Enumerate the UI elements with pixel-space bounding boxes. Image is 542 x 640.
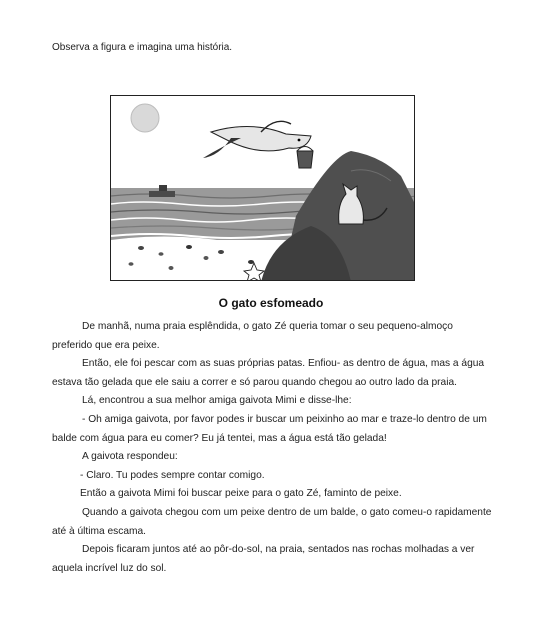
- story-body: [52, 318, 492, 578]
- paragraph: Então, ele foi pescar com as suas próprias patas. Enfiou- as dentro de água, mas a água estava tão gelada que ele saiu a correr e só parou quando chegou ao outro lado da praia.: [52, 358, 485, 388]
- paragraph: A gaivota respondeu:: [82, 451, 178, 463]
- sun-icon: [131, 104, 159, 132]
- story-illustration: [110, 95, 415, 281]
- paragraph: Então a gaivota Mimi foi buscar peixe para o gato Zé, faminto de peixe.: [80, 488, 402, 500]
- story-title: O gato esfomeado: [218, 296, 324, 310]
- paragraph: - Claro. Tu podes sempre contar comigo.: [80, 469, 265, 481]
- paragraph: - Oh amiga gaivota, por favor podes ir buscar um peixinho ao mar e traze-lo dentro de um balde com água para eu comer? Eu já tentei, mas a água está tão gelada!: [52, 413, 487, 444]
- instruction-text: Observa a figura e imagina uma história.: [52, 42, 233, 53]
- paragraph: Quando a gaivota chegou com um peixe dentro de um balde, o gato comeu-o rapidamente até à última escama.: [52, 506, 492, 537]
- paragraph: De manhã, numa praia esplêndida, o gato Zé queria tomar o seu pequeno-almoço preferido que era peixe.: [52, 321, 453, 351]
- paragraph: Depois ficaram juntos até ao pôr-do-sol, na praia, sentados nas rochas molhadas a ver aquela incrível luz do sol.: [52, 544, 475, 574]
- paragraph: Lá, encontrou a sua melhor amiga gaivota Mimi e disse-lhe:: [82, 395, 352, 407]
